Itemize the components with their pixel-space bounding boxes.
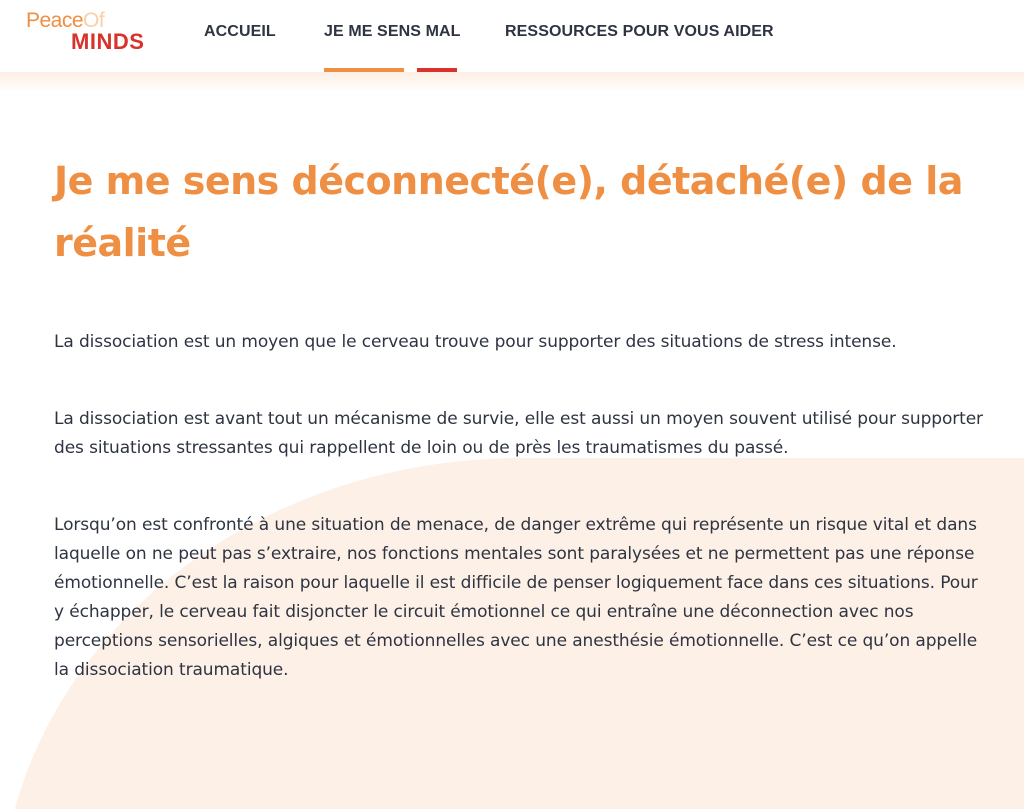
paragraph-2: La dissociation est avant tout un mécanisme de survie, elle est aussi un moyen souvent utilisé pour supporter des situations stressantes qui rappellent de loin ou de près les traumatismes du passé.	[54, 409, 983, 458]
nav-item-accueil[interactable]: ACCUEIL	[204, 23, 276, 40]
page-title: Je me sens déconnecté(e), détaché(e) de la réalité	[54, 159, 963, 265]
paragraph-1: La dissociation est un moyen que le cerveau trouve pour supporter des situations de stress intense.	[54, 332, 897, 352]
logo-minds-text: MINDS	[71, 29, 145, 54]
logo-of-text: Of	[83, 9, 105, 32]
paragraph-3: Lorsqu’on est confronté à une situation de menace, de danger extrême qui représente un risque vital et dans laquelle on ne peut pas s’extraire, nos fonctions mentales sont paralysées et ne permettent pas une réponse émotionnelle. C’est la raison pour laquelle il est difficile de penser logiquement face dans ces situations. Pour y échapper, le cerveau fait disjoncter le circuit émotionnel ce qui entraîne une déconnection avec nos perceptions sensorielles, algiques et émotionnelles avec une anesthésie émotionnelle. C’est ce qu’on appelle la dissociation traumatique.	[54, 515, 978, 680]
main-nav	[0, 0, 1024, 72]
logo-peace-text: Peace	[26, 9, 84, 32]
nav-item-je-me-sens-mal[interactable]: JE ME SENS MAL	[324, 23, 461, 40]
active-nav-underline-red	[417, 68, 457, 72]
main-content	[54, 150, 984, 685]
site-header	[0, 0, 1024, 72]
nav-item-ressources[interactable]: RESSOURCES POUR VOUS AIDER	[505, 23, 774, 40]
active-nav-underline-orange	[324, 68, 404, 72]
header-shadow	[0, 72, 1024, 92]
